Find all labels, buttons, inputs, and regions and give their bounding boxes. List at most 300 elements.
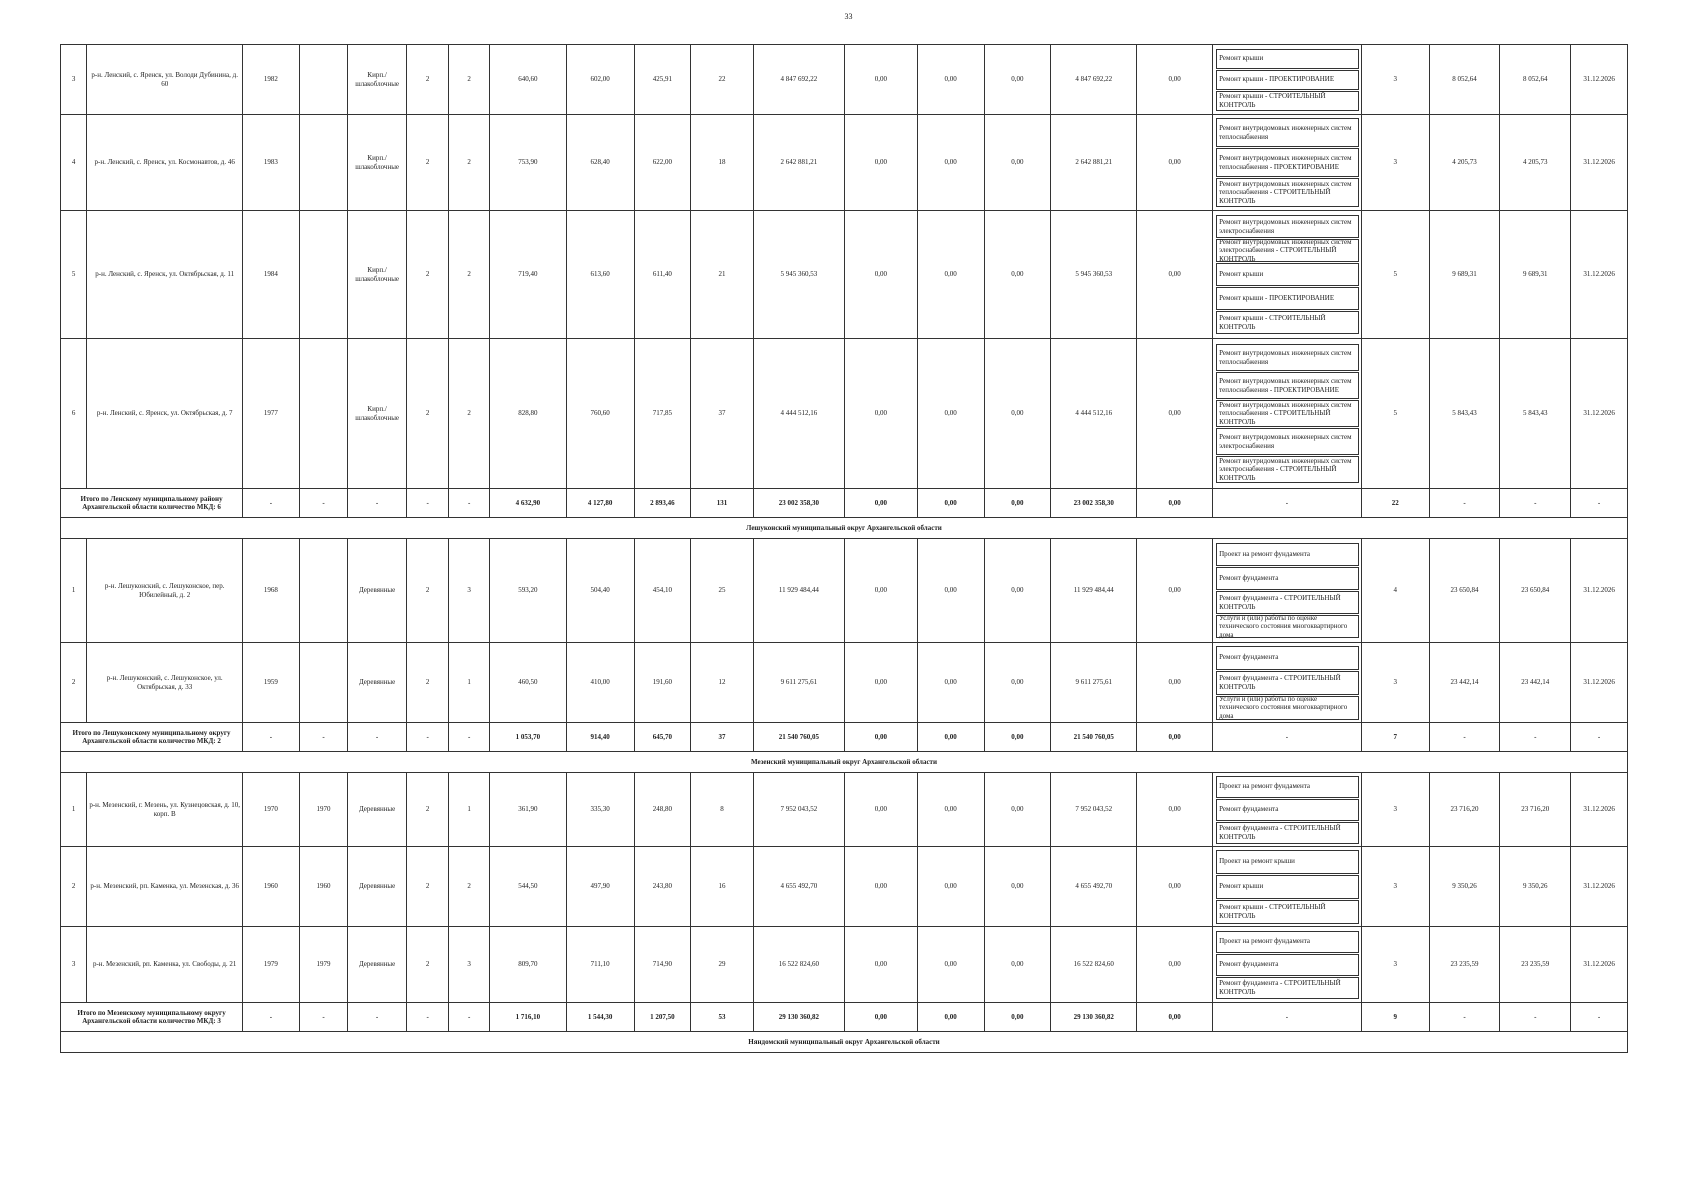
cell-address: р-н. Мезенский, рп. Каменка, ул. Мезенская, д. 36 bbox=[87, 847, 243, 927]
work-item: Ремонт внутридомовых инженерных систем электроснабжения bbox=[1216, 428, 1359, 455]
works-list bbox=[1213, 45, 1362, 115]
cell-count: 5 bbox=[1361, 211, 1429, 339]
work-item: Ремонт крыши - СТРОИТЕЛЬНЫЙ КОНТРОЛЬ bbox=[1216, 311, 1359, 334]
total-area-total: 4 632,90 bbox=[489, 489, 566, 518]
cell-cost-total: 16 522 824,60 bbox=[753, 927, 844, 1003]
cell-area-residential: 191,60 bbox=[634, 643, 691, 723]
cell-year-built: 1982 bbox=[243, 45, 300, 115]
cell-year-commission: 1960 bbox=[299, 847, 348, 927]
cell-year-built: 1968 bbox=[243, 539, 300, 643]
total-cost-total: 29 130 360,82 bbox=[753, 1003, 844, 1032]
cell-walls: Деревянные bbox=[348, 773, 407, 847]
cell-other: 0,00 bbox=[1137, 45, 1213, 115]
cell-max-cost: 9 689,31 bbox=[1500, 211, 1571, 339]
cell-entrances: 2 bbox=[449, 847, 489, 927]
cell-unit-cost: 9 350,26 bbox=[1429, 847, 1500, 927]
table-row bbox=[61, 847, 1628, 927]
cell-owners: 4 847 692,22 bbox=[1051, 45, 1137, 115]
cell-area-total: 828,80 bbox=[489, 339, 566, 489]
cell-date: 31.12.2026 bbox=[1571, 539, 1628, 643]
total-d3: - bbox=[348, 1003, 407, 1032]
table-row bbox=[61, 643, 1628, 723]
cell-other: 0,00 bbox=[1137, 847, 1213, 927]
cell-unit-cost: 23 716,20 bbox=[1429, 773, 1500, 847]
section-header-row bbox=[61, 1032, 1628, 1053]
cell-cost-total: 11 929 484,44 bbox=[753, 539, 844, 643]
table-row bbox=[61, 539, 1628, 643]
cell-year-commission: 1979 bbox=[299, 927, 348, 1003]
total-fund: 0,00 bbox=[844, 489, 917, 518]
total-d5: - bbox=[449, 1003, 489, 1032]
total-max-cost: - bbox=[1500, 723, 1571, 752]
total-max-cost: - bbox=[1500, 489, 1571, 518]
total-row bbox=[61, 1003, 1628, 1032]
cell-other: 0,00 bbox=[1137, 211, 1213, 339]
cell-cost-total: 4 444 512,16 bbox=[753, 339, 844, 489]
cell-entrances: 3 bbox=[449, 927, 489, 1003]
cell-num: 3 bbox=[61, 45, 87, 115]
cell-other: 0,00 bbox=[1137, 773, 1213, 847]
work-item: Ремонт внутридомовых инженерных систем электроснабжения bbox=[1216, 215, 1359, 238]
cell-area-residential: 243,80 bbox=[634, 847, 691, 927]
section-title: Мезенский муниципальный округ Архангельской области bbox=[61, 752, 1628, 773]
cell-year-commission bbox=[299, 115, 348, 211]
cell-budget-local: 0,00 bbox=[984, 539, 1051, 643]
total-unit-cost: - bbox=[1429, 723, 1500, 752]
cell-date: 31.12.2026 bbox=[1571, 773, 1628, 847]
work-item: Ремонт крыши bbox=[1216, 263, 1359, 286]
cell-unit-cost: 23 442,14 bbox=[1429, 643, 1500, 723]
cell-budget-region: 0,00 bbox=[917, 45, 984, 115]
cell-date: 31.12.2026 bbox=[1571, 115, 1628, 211]
total-residents: 131 bbox=[691, 489, 754, 518]
works-list bbox=[1213, 115, 1362, 211]
cell-unit-cost: 23 235,59 bbox=[1429, 927, 1500, 1003]
cell-date: 31.12.2026 bbox=[1571, 643, 1628, 723]
total-unit-cost: - bbox=[1429, 1003, 1500, 1032]
cell-year-built: 1959 bbox=[243, 643, 300, 723]
cell-date: 31.12.2026 bbox=[1571, 927, 1628, 1003]
cell-owners: 16 522 824,60 bbox=[1051, 927, 1137, 1003]
section-header-row bbox=[61, 518, 1628, 539]
cell-area-living: 602,00 bbox=[566, 45, 634, 115]
total-d1: - bbox=[243, 1003, 300, 1032]
cell-floors: 2 bbox=[406, 211, 448, 339]
cell-count: 4 bbox=[1361, 539, 1429, 643]
cell-date: 31.12.2026 bbox=[1571, 339, 1628, 489]
cell-address: р-н. Мезенский, рп. Каменка, ул. Свободы, д. 21 bbox=[87, 927, 243, 1003]
cell-budget-local: 0,00 bbox=[984, 339, 1051, 489]
total-works: - bbox=[1213, 489, 1362, 518]
cell-year-built: 1979 bbox=[243, 927, 300, 1003]
cell-walls: Кирп./ шлакоблочные bbox=[348, 211, 407, 339]
total-max-cost: - bbox=[1500, 1003, 1571, 1032]
cell-floors: 2 bbox=[406, 643, 448, 723]
works-list bbox=[1213, 643, 1362, 723]
table-row bbox=[61, 339, 1628, 489]
total-area-living: 1 544,30 bbox=[566, 1003, 634, 1032]
cell-residents: 22 bbox=[691, 45, 754, 115]
work-item: Ремонт крыши - ПРОЕКТИРОВАНИЕ bbox=[1216, 287, 1359, 310]
total-date: - bbox=[1571, 723, 1628, 752]
cell-area-total: 460,50 bbox=[489, 643, 566, 723]
total-d4: - bbox=[406, 489, 448, 518]
cell-num: 2 bbox=[61, 847, 87, 927]
total-count: 22 bbox=[1361, 489, 1429, 518]
cell-address: р-н. Мезенский, г. Мезень, ул. Кузнецовская, д. 10, корп. В bbox=[87, 773, 243, 847]
cell-year-built: 1970 bbox=[243, 773, 300, 847]
section-header-row bbox=[61, 752, 1628, 773]
cell-other: 0,00 bbox=[1137, 115, 1213, 211]
cell-area-residential: 248,80 bbox=[634, 773, 691, 847]
cell-cost-total: 9 611 275,61 bbox=[753, 643, 844, 723]
cell-num: 3 bbox=[61, 927, 87, 1003]
cell-fund: 0,00 bbox=[844, 211, 917, 339]
work-item: Услуги и (или) работы по оценке технического состояния многоквартирного дома bbox=[1216, 615, 1359, 638]
cell-address: р-н. Ленский, с. Яренск, ул. Володи Дубинина, д. 60 bbox=[87, 45, 243, 115]
cell-fund: 0,00 bbox=[844, 773, 917, 847]
cell-num: 4 bbox=[61, 115, 87, 211]
work-item: Ремонт фундамента bbox=[1216, 954, 1359, 976]
cell-year-built: 1984 bbox=[243, 211, 300, 339]
cell-year-built: 1983 bbox=[243, 115, 300, 211]
work-item: Ремонт внутридомовых инженерных систем теплоснабжения bbox=[1216, 344, 1359, 371]
work-item: Ремонт фундамента - СТРОИТЕЛЬНЫЙ КОНТРОЛЬ bbox=[1216, 591, 1359, 614]
table-row bbox=[61, 927, 1628, 1003]
work-item: Ремонт внутридомовых инженерных систем теплоснабжения bbox=[1216, 118, 1359, 147]
total-other: 0,00 bbox=[1137, 1003, 1213, 1032]
cell-count: 3 bbox=[1361, 643, 1429, 723]
total-budget-local: 0,00 bbox=[984, 489, 1051, 518]
total-count: 7 bbox=[1361, 723, 1429, 752]
cell-count: 3 bbox=[1361, 45, 1429, 115]
work-item: Ремонт крыши bbox=[1216, 875, 1359, 899]
work-item: Ремонт внутридомовых инженерных систем теплоснабжения - СТРОИТЕЛЬНЫЙ КОНТРОЛЬ bbox=[1216, 178, 1359, 207]
cell-area-total: 544,50 bbox=[489, 847, 566, 927]
total-d2: - bbox=[299, 723, 348, 752]
cell-walls: Деревянные bbox=[348, 539, 407, 643]
cell-unit-cost: 4 205,73 bbox=[1429, 115, 1500, 211]
total-d5: - bbox=[449, 489, 489, 518]
cell-max-cost: 4 205,73 bbox=[1500, 115, 1571, 211]
cell-owners: 2 642 881,21 bbox=[1051, 115, 1137, 211]
total-d1: - bbox=[243, 723, 300, 752]
cell-budget-local: 0,00 bbox=[984, 211, 1051, 339]
cell-fund: 0,00 bbox=[844, 847, 917, 927]
cell-num: 5 bbox=[61, 211, 87, 339]
work-item: Услуги и (или) работы по оценке технического состояния многоквартирного дома bbox=[1216, 696, 1359, 720]
cell-area-living: 628,40 bbox=[566, 115, 634, 211]
cell-budget-region: 0,00 bbox=[917, 927, 984, 1003]
cell-max-cost: 23 442,14 bbox=[1500, 643, 1571, 723]
total-budget-local: 0,00 bbox=[984, 1003, 1051, 1032]
total-other: 0,00 bbox=[1137, 489, 1213, 518]
cell-date: 31.12.2026 bbox=[1571, 847, 1628, 927]
total-label: Итого по Лешуконскому муниципальному округу Архангельской области количество МКД: 2 bbox=[61, 723, 243, 752]
cell-residents: 21 bbox=[691, 211, 754, 339]
cell-max-cost: 23 716,20 bbox=[1500, 773, 1571, 847]
works-list bbox=[1213, 211, 1362, 339]
cell-area-total: 361,90 bbox=[489, 773, 566, 847]
cell-address: р-н. Ленский, с. Яренск, ул. Октябрьская, д. 11 bbox=[87, 211, 243, 339]
total-area-total: 1 053,70 bbox=[489, 723, 566, 752]
work-item: Ремонт внутридомовых инженерных систем теплоснабжения - СТРОИТЕЛЬНЫЙ КОНТРОЛЬ bbox=[1216, 400, 1359, 427]
total-works: - bbox=[1213, 723, 1362, 752]
total-row bbox=[61, 489, 1628, 518]
work-item: Ремонт фундамента - СТРОИТЕЛЬНЫЙ КОНТРОЛЬ bbox=[1216, 977, 1359, 999]
work-item: Ремонт фундамента - СТРОИТЕЛЬНЫЙ КОНТРОЛЬ bbox=[1216, 822, 1359, 844]
cell-residents: 18 bbox=[691, 115, 754, 211]
cell-owners: 9 611 275,61 bbox=[1051, 643, 1137, 723]
work-item: Ремонт фундамента bbox=[1216, 567, 1359, 590]
cell-entrances: 2 bbox=[449, 115, 489, 211]
total-row bbox=[61, 723, 1628, 752]
cell-max-cost: 23 650,84 bbox=[1500, 539, 1571, 643]
cell-entrances: 2 bbox=[449, 211, 489, 339]
total-d4: - bbox=[406, 1003, 448, 1032]
cell-area-residential: 425,91 bbox=[634, 45, 691, 115]
cell-unit-cost: 8 052,64 bbox=[1429, 45, 1500, 115]
cell-area-living: 335,30 bbox=[566, 773, 634, 847]
total-date: - bbox=[1571, 489, 1628, 518]
cell-residents: 25 bbox=[691, 539, 754, 643]
cell-count: 3 bbox=[1361, 115, 1429, 211]
work-item: Проект на ремонт крыши bbox=[1216, 850, 1359, 874]
total-owners: 23 002 358,30 bbox=[1051, 489, 1137, 518]
total-d5: - bbox=[449, 723, 489, 752]
cell-area-living: 410,00 bbox=[566, 643, 634, 723]
cell-area-residential: 622,00 bbox=[634, 115, 691, 211]
total-d3: - bbox=[348, 723, 407, 752]
cell-fund: 0,00 bbox=[844, 927, 917, 1003]
total-unit-cost: - bbox=[1429, 489, 1500, 518]
cell-area-living: 711,10 bbox=[566, 927, 634, 1003]
cell-residents: 37 bbox=[691, 339, 754, 489]
total-owners: 29 130 360,82 bbox=[1051, 1003, 1137, 1032]
works-list bbox=[1213, 773, 1362, 847]
work-item: Проект на ремонт фундамента bbox=[1216, 543, 1359, 566]
total-fund: 0,00 bbox=[844, 723, 917, 752]
cell-count: 3 bbox=[1361, 773, 1429, 847]
cell-cost-total: 7 952 043,52 bbox=[753, 773, 844, 847]
cell-year-commission bbox=[299, 211, 348, 339]
cell-budget-local: 0,00 bbox=[984, 45, 1051, 115]
total-area-living: 914,40 bbox=[566, 723, 634, 752]
cell-owners: 4 444 512,16 bbox=[1051, 339, 1137, 489]
cell-residents: 16 bbox=[691, 847, 754, 927]
cell-area-residential: 714,90 bbox=[634, 927, 691, 1003]
cell-area-total: 593,20 bbox=[489, 539, 566, 643]
cell-address: р-н. Лешуконский, с. Лешуконское, пер. Юбилейный, д. 2 bbox=[87, 539, 243, 643]
total-cost-total: 23 002 358,30 bbox=[753, 489, 844, 518]
cell-unit-cost: 9 689,31 bbox=[1429, 211, 1500, 339]
cell-budget-region: 0,00 bbox=[917, 773, 984, 847]
cell-floors: 2 bbox=[406, 339, 448, 489]
table-row bbox=[61, 773, 1628, 847]
cell-entrances: 2 bbox=[449, 339, 489, 489]
cell-walls: Кирп./ шлакоблочные bbox=[348, 339, 407, 489]
work-item: Ремонт крыши - СТРОИТЕЛЬНЫЙ КОНТРОЛЬ bbox=[1216, 91, 1359, 111]
cell-address: р-н. Лешуконский, с. Лешуконское, ул. Октябрьская, д. 33 bbox=[87, 643, 243, 723]
section-title: Няндомский муниципальный округ Архангельской области bbox=[61, 1032, 1628, 1053]
register-table bbox=[60, 44, 1628, 1053]
cell-budget-region: 0,00 bbox=[917, 211, 984, 339]
total-other: 0,00 bbox=[1137, 723, 1213, 752]
cell-num: 1 bbox=[61, 539, 87, 643]
cell-count: 3 bbox=[1361, 847, 1429, 927]
cell-area-living: 497,90 bbox=[566, 847, 634, 927]
total-date: - bbox=[1571, 1003, 1628, 1032]
works-list bbox=[1213, 927, 1362, 1003]
cell-area-residential: 454,10 bbox=[634, 539, 691, 643]
total-residents: 37 bbox=[691, 723, 754, 752]
total-area-total: 1 716,10 bbox=[489, 1003, 566, 1032]
cell-walls: Кирп./ шлакоблочные bbox=[348, 115, 407, 211]
cell-floors: 2 bbox=[406, 45, 448, 115]
work-item: Ремонт крыши - ПРОЕКТИРОВАНИЕ bbox=[1216, 70, 1359, 90]
total-budget-region: 0,00 bbox=[917, 489, 984, 518]
work-item: Ремонт крыши - СТРОИТЕЛЬНЫЙ КОНТРОЛЬ bbox=[1216, 900, 1359, 924]
cell-area-total: 640,60 bbox=[489, 45, 566, 115]
cell-area-total: 719,40 bbox=[489, 211, 566, 339]
works-list bbox=[1213, 847, 1362, 927]
total-area-residential: 2 893,46 bbox=[634, 489, 691, 518]
cell-owners: 5 945 360,53 bbox=[1051, 211, 1137, 339]
cell-budget-local: 0,00 bbox=[984, 773, 1051, 847]
cell-floors: 2 bbox=[406, 927, 448, 1003]
cell-area-living: 760,60 bbox=[566, 339, 634, 489]
cell-other: 0,00 bbox=[1137, 539, 1213, 643]
cell-budget-local: 0,00 bbox=[984, 115, 1051, 211]
cell-floors: 2 bbox=[406, 847, 448, 927]
cell-max-cost: 9 350,26 bbox=[1500, 847, 1571, 927]
cell-date: 31.12.2026 bbox=[1571, 45, 1628, 115]
cell-area-living: 504,40 bbox=[566, 539, 634, 643]
cell-other: 0,00 bbox=[1137, 339, 1213, 489]
cell-address: р-н. Ленский, с. Яренск, ул. Октябрьская, д. 7 bbox=[87, 339, 243, 489]
total-count: 9 bbox=[1361, 1003, 1429, 1032]
cell-fund: 0,00 bbox=[844, 643, 917, 723]
cell-year-built: 1977 bbox=[243, 339, 300, 489]
cell-fund: 0,00 bbox=[844, 539, 917, 643]
cell-owners: 4 655 492,70 bbox=[1051, 847, 1137, 927]
work-item: Ремонт фундамента bbox=[1216, 646, 1359, 670]
total-budget-region: 0,00 bbox=[917, 1003, 984, 1032]
cell-budget-local: 0,00 bbox=[984, 847, 1051, 927]
total-area-living: 4 127,80 bbox=[566, 489, 634, 518]
total-area-residential: 1 207,50 bbox=[634, 1003, 691, 1032]
cell-budget-region: 0,00 bbox=[917, 339, 984, 489]
cell-budget-region: 0,00 bbox=[917, 115, 984, 211]
cell-entrances: 1 bbox=[449, 773, 489, 847]
total-budget-region: 0,00 bbox=[917, 723, 984, 752]
cell-year-commission bbox=[299, 643, 348, 723]
cell-max-cost: 8 052,64 bbox=[1500, 45, 1571, 115]
cell-count: 3 bbox=[1361, 927, 1429, 1003]
cell-num: 1 bbox=[61, 773, 87, 847]
cell-year-commission bbox=[299, 539, 348, 643]
section-title: Лешуконский муниципальный округ Архангельской области bbox=[61, 518, 1628, 539]
total-label: Итого по Ленскому муниципальному району Архангельской области количество МКД: 6 bbox=[61, 489, 243, 518]
total-d3: - bbox=[348, 489, 407, 518]
cell-max-cost: 5 843,43 bbox=[1500, 339, 1571, 489]
cell-other: 0,00 bbox=[1137, 927, 1213, 1003]
cell-floors: 2 bbox=[406, 115, 448, 211]
cell-area-total: 753,90 bbox=[489, 115, 566, 211]
cell-walls: Деревянные bbox=[348, 643, 407, 723]
cell-address: р-н. Ленский, с. Яренск, ул. Космонавтов, д. 46 bbox=[87, 115, 243, 211]
cell-area-living: 613,60 bbox=[566, 211, 634, 339]
total-residents: 53 bbox=[691, 1003, 754, 1032]
total-d2: - bbox=[299, 1003, 348, 1032]
cell-year-commission bbox=[299, 339, 348, 489]
cell-cost-total: 2 642 881,21 bbox=[753, 115, 844, 211]
cell-residents: 29 bbox=[691, 927, 754, 1003]
works-list bbox=[1213, 539, 1362, 643]
cell-fund: 0,00 bbox=[844, 115, 917, 211]
total-d2: - bbox=[299, 489, 348, 518]
works-list bbox=[1213, 339, 1362, 489]
cell-unit-cost: 23 650,84 bbox=[1429, 539, 1500, 643]
work-item: Ремонт внутридомовых инженерных систем электроснабжения - СТРОИТЕЛЬНЫЙ КОНТРОЛЬ bbox=[1216, 456, 1359, 483]
total-area-residential: 645,70 bbox=[634, 723, 691, 752]
table-row bbox=[61, 45, 1628, 115]
work-item: Ремонт фундамента - СТРОИТЕЛЬНЫЙ КОНТРОЛЬ bbox=[1216, 671, 1359, 695]
cell-year-commission bbox=[299, 45, 348, 115]
work-item: Ремонт внутридомовых инженерных систем электроснабжения - СТРОИТЕЛЬНЫЙ КОНТРОЛЬ bbox=[1216, 239, 1359, 262]
cell-budget-region: 0,00 bbox=[917, 847, 984, 927]
cell-fund: 0,00 bbox=[844, 339, 917, 489]
work-item: Ремонт внутридомовых инженерных систем теплоснабжения - ПРОЕКТИРОВАНИЕ bbox=[1216, 148, 1359, 177]
cell-entrances: 2 bbox=[449, 45, 489, 115]
table-row bbox=[61, 115, 1628, 211]
cell-count: 5 bbox=[1361, 339, 1429, 489]
cell-date: 31.12.2026 bbox=[1571, 211, 1628, 339]
cell-residents: 12 bbox=[691, 643, 754, 723]
cell-walls: Деревянные bbox=[348, 927, 407, 1003]
work-item: Проект на ремонт фундамента bbox=[1216, 931, 1359, 953]
cell-entrances: 3 bbox=[449, 539, 489, 643]
cell-unit-cost: 5 843,43 bbox=[1429, 339, 1500, 489]
cell-floors: 2 bbox=[406, 539, 448, 643]
cell-budget-region: 0,00 bbox=[917, 643, 984, 723]
work-item: Ремонт внутридомовых инженерных систем теплоснабжения - ПРОЕКТИРОВАНИЕ bbox=[1216, 372, 1359, 399]
cell-max-cost: 23 235,59 bbox=[1500, 927, 1571, 1003]
cell-cost-total: 4 847 692,22 bbox=[753, 45, 844, 115]
cell-budget-local: 0,00 bbox=[984, 643, 1051, 723]
cell-area-total: 809,70 bbox=[489, 927, 566, 1003]
cell-entrances: 1 bbox=[449, 643, 489, 723]
cell-num: 2 bbox=[61, 643, 87, 723]
cell-owners: 7 952 043,52 bbox=[1051, 773, 1137, 847]
cell-floors: 2 bbox=[406, 773, 448, 847]
cell-budget-region: 0,00 bbox=[917, 539, 984, 643]
total-d4: - bbox=[406, 723, 448, 752]
work-item: Проект на ремонт фундамента bbox=[1216, 776, 1359, 798]
cell-residents: 8 bbox=[691, 773, 754, 847]
cell-walls: Деревянные bbox=[348, 847, 407, 927]
work-item: Ремонт крыши bbox=[1216, 49, 1359, 69]
cell-year-commission: 1970 bbox=[299, 773, 348, 847]
cell-fund: 0,00 bbox=[844, 45, 917, 115]
cell-budget-local: 0,00 bbox=[984, 927, 1051, 1003]
total-works: - bbox=[1213, 1003, 1362, 1032]
table-row bbox=[61, 211, 1628, 339]
cell-area-residential: 717,85 bbox=[634, 339, 691, 489]
total-cost-total: 21 540 760,05 bbox=[753, 723, 844, 752]
cell-cost-total: 5 945 360,53 bbox=[753, 211, 844, 339]
page-number: 33 bbox=[844, 12, 853, 21]
